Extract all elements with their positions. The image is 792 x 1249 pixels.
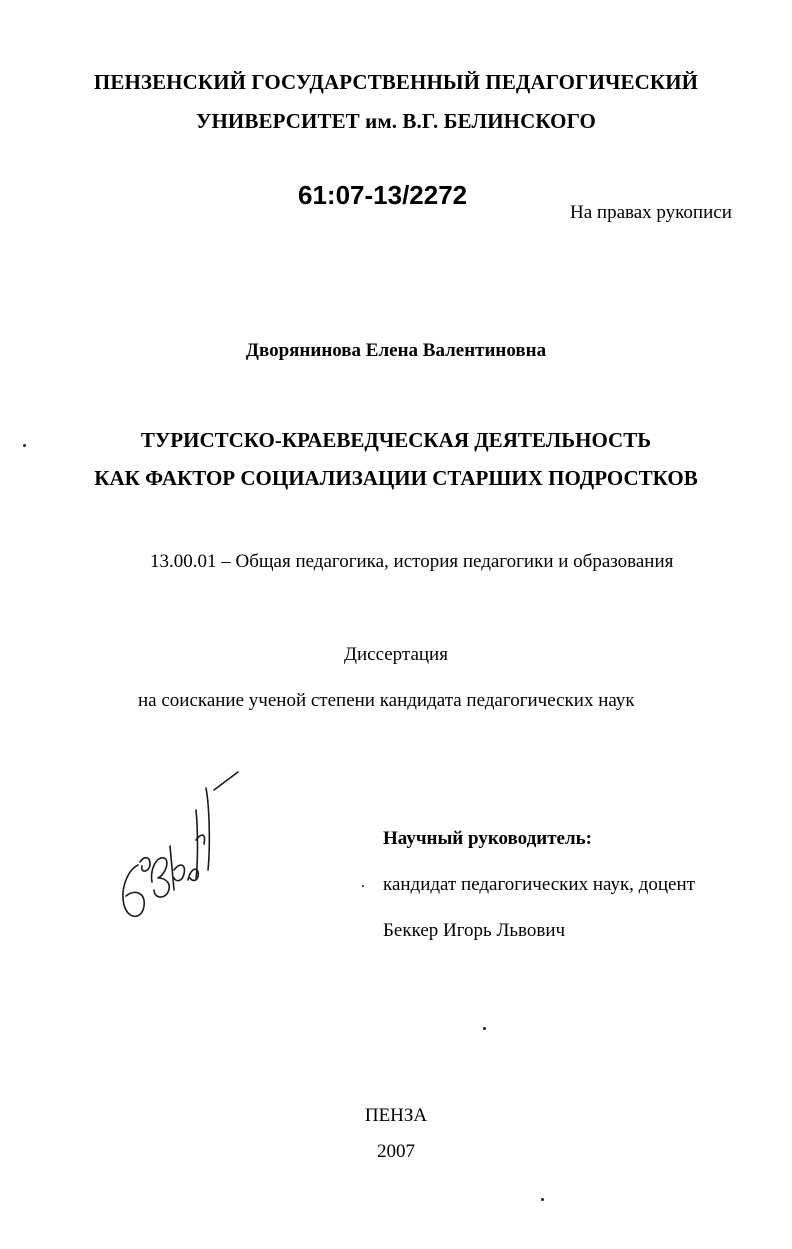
document-type: Диссертация	[344, 644, 448, 665]
year: 2007	[377, 1141, 415, 1162]
dissertation-title-line1: ТУРИСТСКО-КРАЕВЕДЧЕСКАЯ ДЕЯТЕЛЬНОСТЬ	[140, 428, 652, 452]
scan-speck	[541, 1198, 544, 1201]
scan-speck	[362, 885, 364, 887]
supervisor-name: Беккер Игорь Львович	[383, 920, 566, 941]
city: ПЕНЗА	[364, 1105, 428, 1126]
degree-statement: на соискание ученой степени кандидата педагогических наук	[138, 690, 635, 711]
institution-name-line1: ПЕНЗЕНСКИЙ ГОСУДАРСТВЕННЫЙ ПЕДАГОГИЧЕСКИЙ	[93, 70, 699, 94]
handwritten-annotation-text: 6 9617	[110, 770, 113, 771]
supervisor-heading: Научный руководитель:	[383, 828, 592, 849]
scan-speck	[483, 1027, 486, 1030]
scan-speck	[23, 444, 26, 447]
specialty-code: 13.00.01 – Общая педагогика, история педагогики и образования	[150, 551, 674, 572]
supervisor-credentials: кандидат педагогических наук, доцент	[383, 874, 695, 895]
author-name: Дворянинова Елена Валентиновна	[245, 340, 547, 361]
rights-note: На правах рукописи	[570, 202, 732, 223]
institution-name-line2: УНИВЕРСИТЕТ им. В.Г. БЕЛИНСКОГО	[195, 109, 596, 133]
library-code: 61:07-13/2272	[298, 180, 468, 210]
handwritten-annotation	[110, 770, 245, 930]
dissertation-title-line2: КАК ФАКТОР СОЦИАЛИЗАЦИИ СТАРШИХ ПОДРОСТКОВ	[94, 466, 698, 490]
